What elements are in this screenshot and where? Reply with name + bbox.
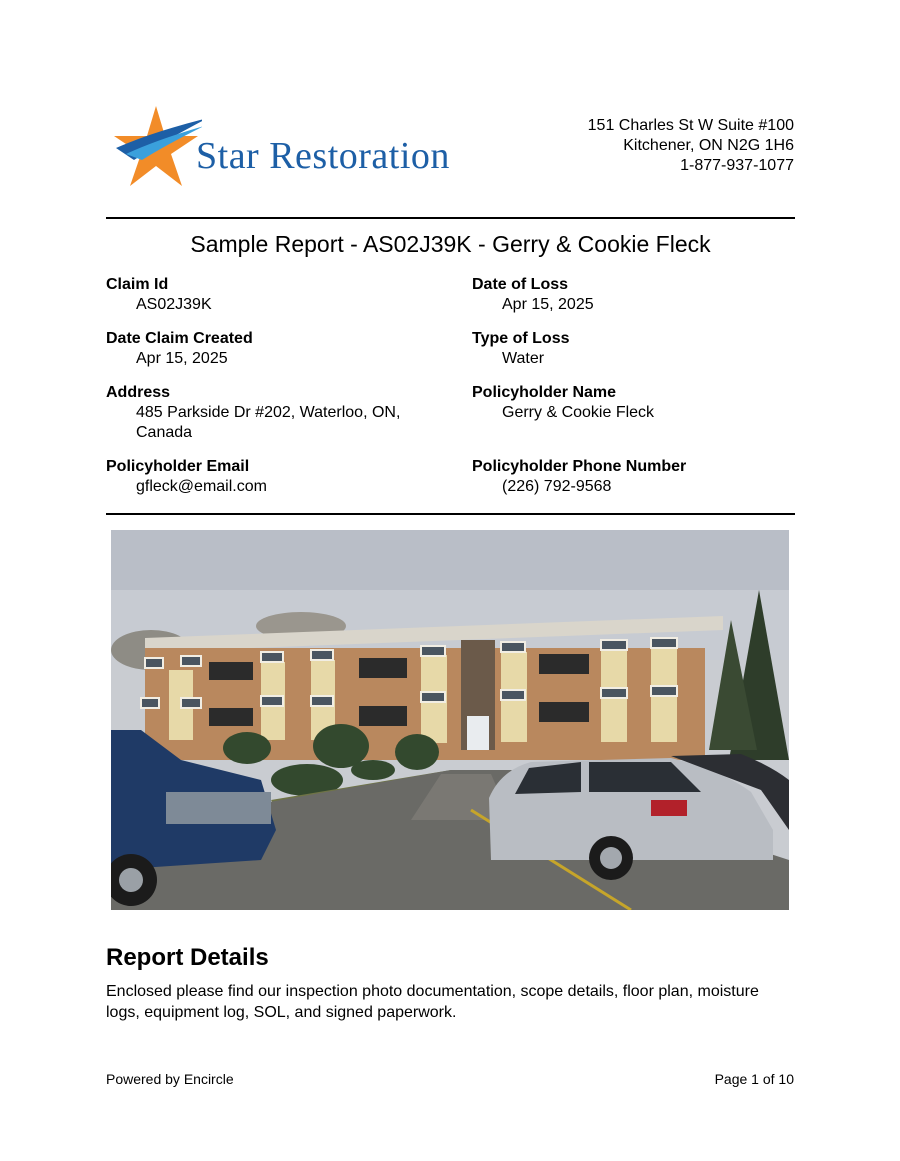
star-icon bbox=[112, 104, 202, 190]
field-value: Apr 15, 2025 bbox=[136, 350, 228, 367]
field-policyholder-name bbox=[472, 383, 802, 423]
header-divider bbox=[106, 217, 795, 219]
field-label: Policyholder Phone Number bbox=[472, 458, 687, 475]
field-type-of-loss bbox=[472, 329, 802, 369]
field-label: Policyholder Name bbox=[472, 384, 617, 401]
company-address bbox=[588, 116, 794, 176]
property-photo bbox=[111, 530, 789, 910]
field-policyholder-phone bbox=[472, 457, 802, 497]
field-label: Policyholder Email bbox=[106, 458, 250, 475]
apartment-building-photo bbox=[111, 530, 789, 910]
address-line-2: Kitchener, ON N2G 1H6 bbox=[623, 137, 794, 154]
field-value-line-2: Canada bbox=[136, 424, 193, 441]
page-number: Page 1 of 10 bbox=[714, 1071, 794, 1087]
field-value: AS02J39K bbox=[136, 296, 212, 313]
company-name: Star Restoration bbox=[196, 135, 450, 177]
company-phone: 1-877-937-1077 bbox=[680, 157, 794, 174]
field-label: Type of Loss bbox=[472, 330, 570, 347]
report-details-body: Enclosed please find our inspection photo documentation, scope details, floor plan, moisture logs, equipment log, SOL, and signed paperwork. bbox=[106, 983, 759, 1021]
field-address bbox=[106, 383, 436, 443]
field-value: gfleck@email.com bbox=[136, 478, 267, 495]
company-logo bbox=[112, 104, 512, 190]
field-policyholder-email bbox=[106, 457, 436, 497]
report-details-heading: Report Details bbox=[106, 944, 269, 971]
powered-by-footer: Powered by Encircle bbox=[106, 1071, 234, 1087]
field-label: Claim Id bbox=[106, 276, 169, 293]
field-value: Gerry & Cookie Fleck bbox=[502, 404, 655, 421]
field-label: Date Claim Created bbox=[106, 330, 253, 347]
field-value: Apr 15, 2025 bbox=[502, 296, 594, 313]
field-date-of-loss bbox=[472, 275, 802, 315]
fields-divider bbox=[106, 513, 795, 515]
address-line-1: 151 Charles St W Suite #100 bbox=[587, 117, 794, 134]
field-value-line-1: 485 Parkside Dr #202, Waterloo, ON, bbox=[136, 404, 401, 421]
field-claim-id bbox=[106, 275, 436, 315]
field-label: Address bbox=[106, 384, 171, 401]
field-label: Date of Loss bbox=[472, 276, 569, 293]
field-value: Water bbox=[502, 350, 545, 367]
field-value: (226) 792-9568 bbox=[502, 478, 612, 495]
field-date-claim-created bbox=[106, 329, 436, 369]
report-title: Sample Report - AS02J39K - Gerry & Cookie Fleck bbox=[190, 231, 711, 257]
